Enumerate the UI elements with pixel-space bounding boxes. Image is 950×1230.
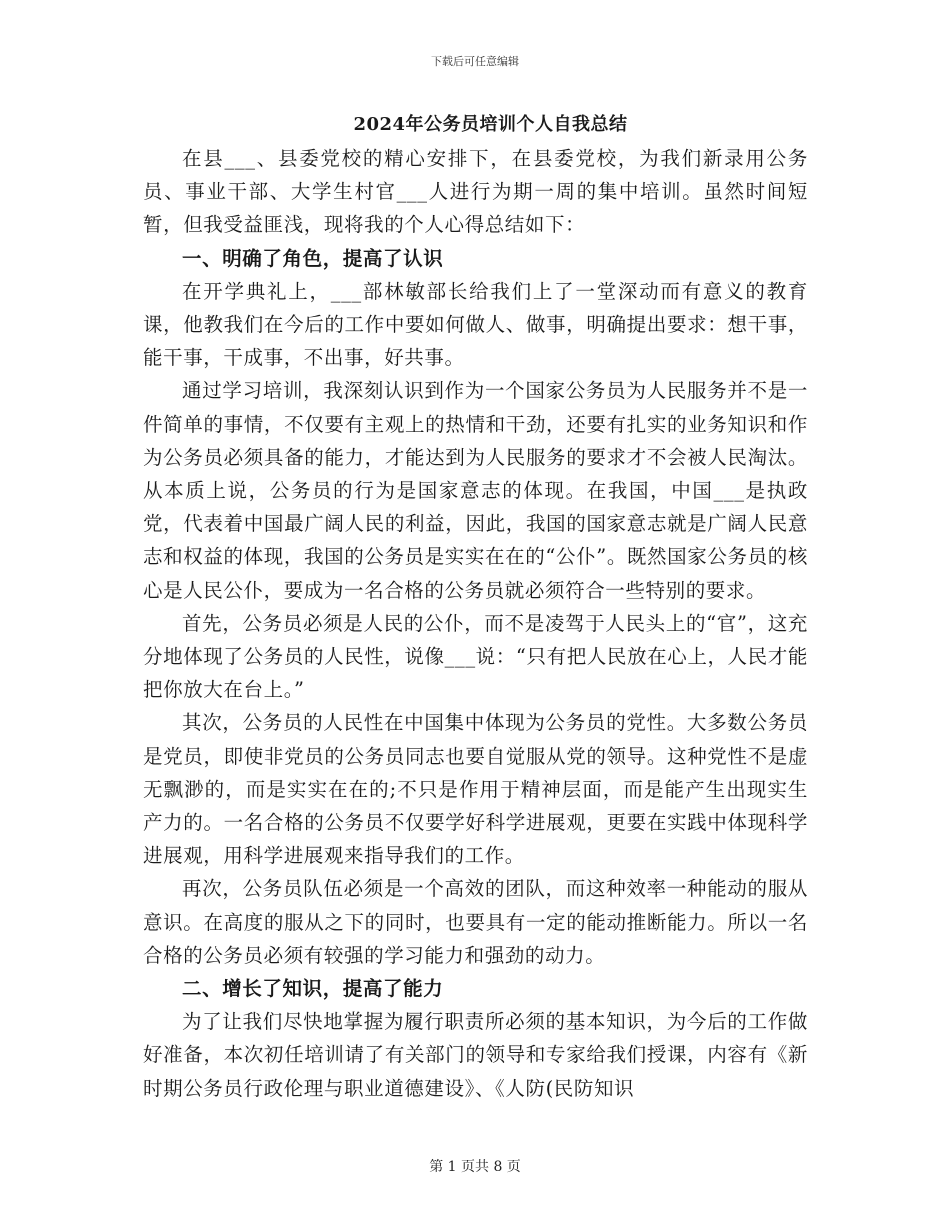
document-body: [143, 108, 808, 1105]
page-header-note: 下载后可任意编辑: [431, 55, 519, 68]
section-heading: 二、增长了知识，提高了能力: [182, 977, 444, 1001]
paragraph: 首先，公务员必须是人民的公仆，而不是凌驾于人民头上的“官”，这充分地体现了公务员的人民性，说像___说：“只有把人民放在心上，人民才能把你放大在台上。”: [143, 611, 808, 702]
section-heading: 一、明确了角色，提高了认识: [182, 246, 444, 270]
document-title: 2024年公务员培训个人自我总结: [353, 114, 628, 135]
document-blocks: [143, 142, 808, 1105]
page-footer-number: 第 1 页共 8 页: [429, 1159, 521, 1175]
paragraph: 为了让我们尽快地掌握为履行职责所必须的基本知识，为今后的工作做好准备，本次初任培训请了有关部门的领导和专家给我们授课，内容有《新时期公务员行政伦理与职业道德建设》、《人防(民防知识: [143, 1010, 808, 1100]
paragraph: 通过学习培训，我深刻认识到作为一个国家公务员为人民服务并不是一件简单的事情，不仅要有主观上的热情和干劲，还要有扎实的业务知识和作为公务员必须具备的能力，才能达到为人民服务的要求才不会被人民淘汰。从本质上说，公务员的行为是国家意志的体现。在我国，中国___是执政党，代表着中国最广阔人民的利益，因此，我国的国家意志就是广阔人民意志和权益的体现，我国的公务员是实实在在的“公仆”。既然国家公务员的核心是人民公仆，要成为一名合格的公务员就必须符合一些特别的要求。: [143, 379, 808, 602]
paragraph: 再次，公务员队伍必须是一个高效的团队，而这种效率一种能动的服从意识。在高度的服从之下的同时，也要具有一定的能动推断能力。所以一名合格的公务员必须有较强的学习能力和强劲的动力。: [143, 877, 808, 967]
paragraph: 其次，公务员的人民性在中国集中体现为公务员的党性。大多数公务员是党员，即使非党员的公务员同志也要自觉服从党的领导。这种党性不是虚无飘渺的，而是实实在在的;不只是作用于精神层面，而是能产生出现实生产力的。一名合格的公务员不仅要学好科学进展观，更要在实践中体现科学进展观，用科学进展观来指导我们的工作。: [143, 711, 808, 868]
paragraph: 在县___、县委党校的精心安排下，在县委党校，为我们新录用公务员、事业干部、大学生村官___人进行为期一周的集中培训。虽然时间短暂，但我受益匪浅，现将我的个人心得总结如下：: [143, 147, 808, 237]
paragraph: 在开学典礼上，___部林敏部长给我们上了一堂深动而有意义的教育课，他教我们在今后的工作中要如何做人、做事，明确提出要求：想干事，能干事，干成事，不出事，好共事。: [143, 279, 808, 370]
